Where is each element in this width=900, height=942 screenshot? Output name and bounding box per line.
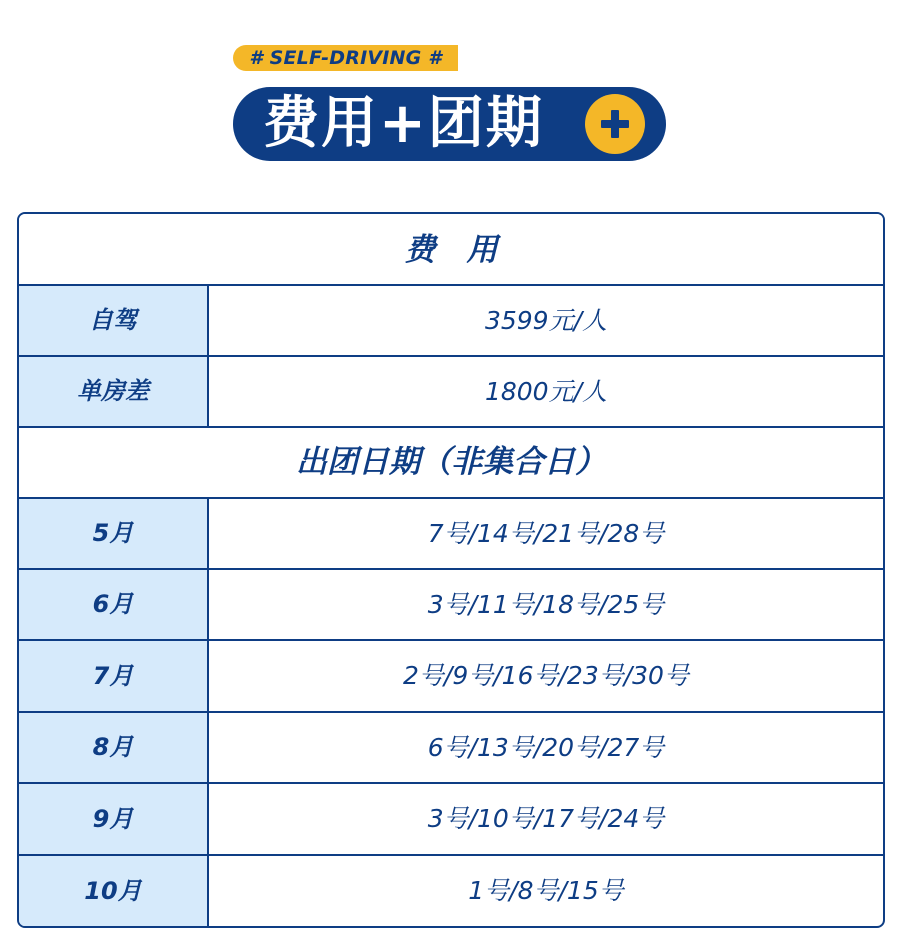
fee-label-single-room: 单房差 — [19, 357, 209, 426]
month-label: 6月 — [19, 570, 209, 639]
dates-section-header — [19, 428, 883, 499]
month-label: 8月 — [19, 713, 209, 782]
page-title: 费用+团期 — [263, 91, 544, 156]
table-row — [19, 784, 883, 856]
fee-value-single-room: 1800元/人 — [484, 377, 608, 406]
month-dates: 3号/10号/17号/24号 — [427, 804, 665, 833]
month-label: 7月 — [19, 641, 209, 711]
table-row — [19, 713, 883, 784]
plus-icon — [585, 94, 645, 154]
month-label: 5月 — [19, 499, 209, 568]
table-row — [19, 499, 883, 570]
fee-section-header — [19, 214, 883, 286]
fee-header-label: 费 用 — [404, 232, 498, 268]
month-dates: 3号/11号/18号/25号 — [427, 590, 665, 619]
month-dates: 6号/13号/20号/27号 — [427, 733, 665, 762]
self-driving-tag: # SELF-DRIVING # — [233, 45, 458, 71]
month-label: 10月 — [19, 856, 209, 926]
fee-schedule-table — [17, 212, 885, 928]
dates-header-label: 出团日期（非集合日） — [296, 444, 606, 480]
table-row — [19, 856, 883, 926]
month-dates: 1号/8号/15号 — [468, 876, 624, 905]
fee-label-self-drive: 自驾 — [19, 286, 209, 355]
month-dates: 2号/9号/16号/23号/30号 — [403, 661, 689, 690]
title-banner — [233, 87, 666, 161]
month-label: 9月 — [19, 784, 209, 854]
month-dates: 7号/14号/21号/28号 — [427, 519, 665, 548]
fee-value-self-drive: 3599元/人 — [484, 306, 608, 335]
table-row — [19, 570, 883, 641]
table-row — [19, 357, 883, 428]
table-row — [19, 641, 883, 713]
table-row — [19, 286, 883, 357]
